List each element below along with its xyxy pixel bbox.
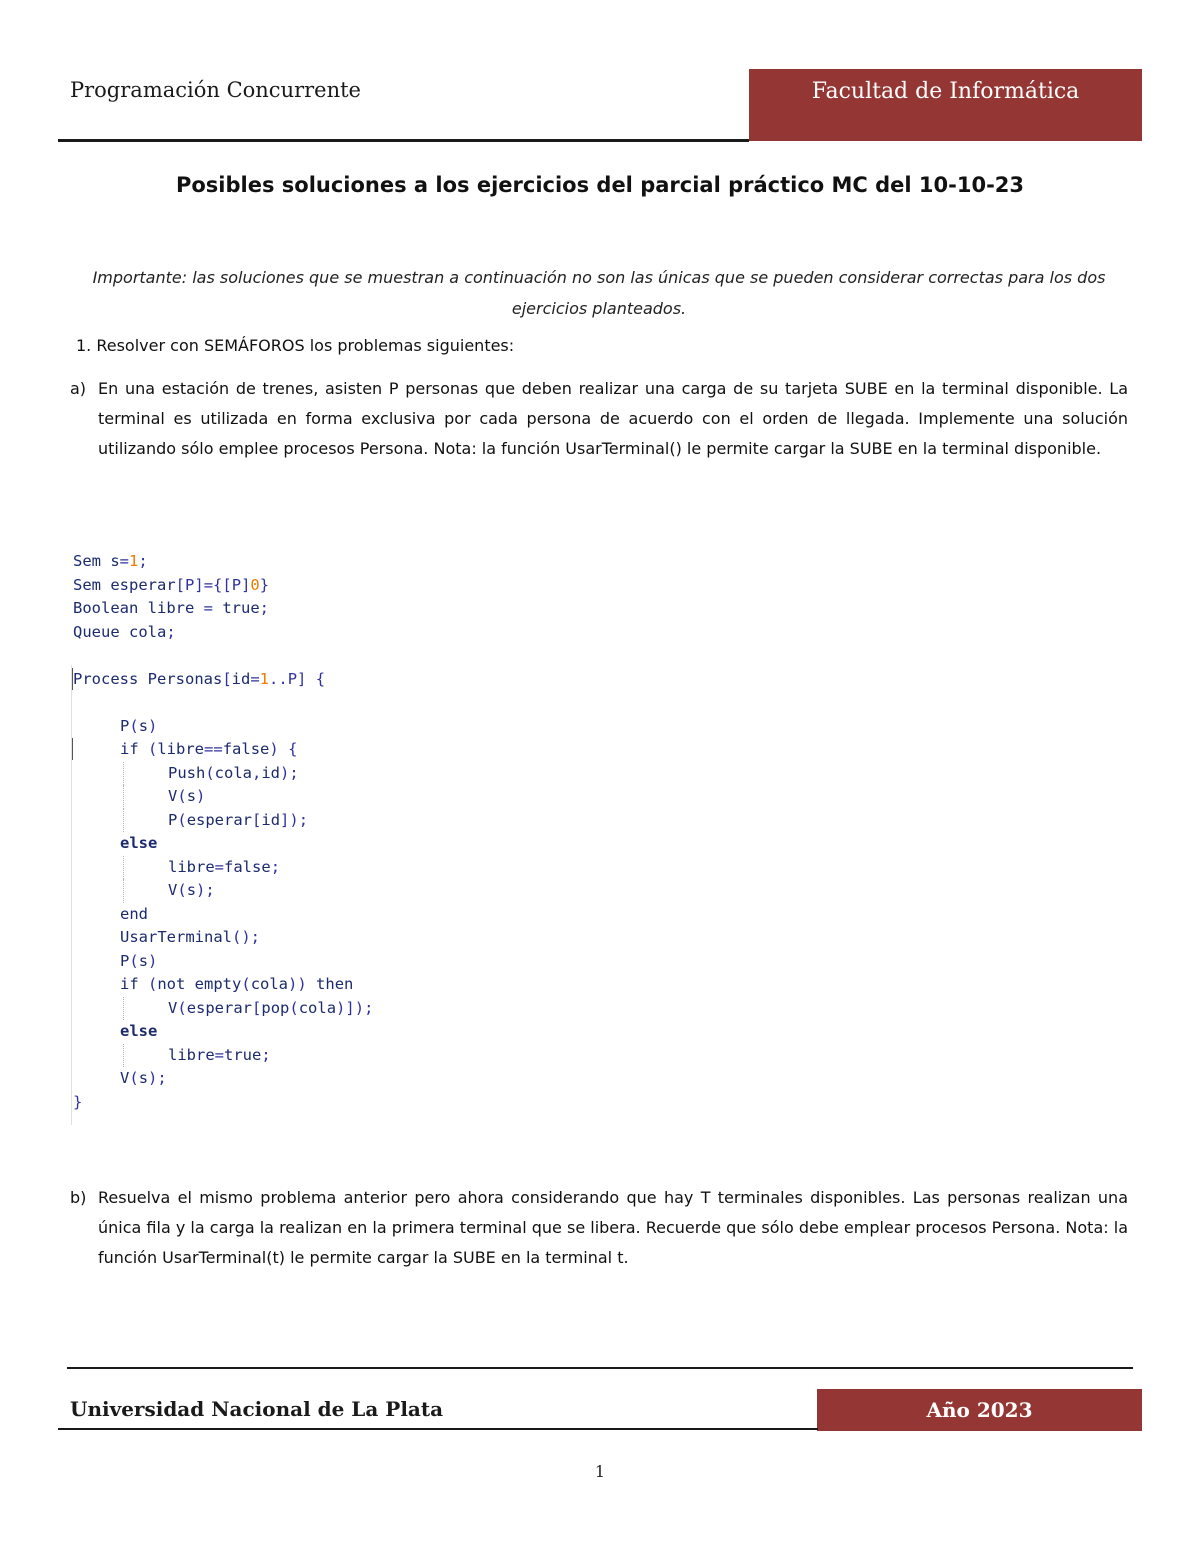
- code-text: P(s): [120, 951, 158, 970]
- code-text: Sem s=1;: [73, 552, 148, 570]
- code-line: [73, 1091, 573, 1115]
- university-name: Universidad Nacional de La Plata: [70, 1397, 444, 1421]
- exercise-a: [70, 374, 1128, 464]
- code-line: [73, 762, 573, 786]
- exercise-b-label: b): [70, 1188, 87, 1207]
- footer-divider: [67, 1367, 1133, 1369]
- course-name: Programación Concurrente: [70, 78, 361, 102]
- code-text: else: [120, 834, 158, 852]
- header-divider: [58, 139, 749, 142]
- year-banner: [817, 1389, 1142, 1431]
- code-blank-line: [73, 644, 573, 668]
- code-text: P(esperar[id]);: [168, 810, 309, 829]
- code-line: [73, 973, 573, 997]
- code-text: libre=true;: [168, 1045, 271, 1064]
- code-margin-line: [71, 665, 72, 1125]
- code-text: V(s): [168, 787, 206, 805]
- exercise-b-text: Resuelva el mismo problema anterior pero ahora considerando que hay T terminales disponibles. Las personas realizan una única fila y la carga la realizan en la primera terminal que se libera. Recuerde que sólo debe emplear procesos Persona. Nota: la función UsarTerminal(t) le permite cargar la SUBE en la terminal t.: [98, 1188, 1128, 1267]
- code-line: [73, 832, 573, 856]
- code-line: [73, 997, 573, 1021]
- important-note: Importante: las soluciones que se muestran a continuación no son las únicas que se pueden considerar correctas para los dos ejercicios planteados.: [92, 268, 1106, 318]
- code-line: [73, 668, 573, 692]
- code-line: [73, 809, 573, 833]
- code-line: [73, 1067, 573, 1091]
- code-line: [73, 597, 573, 621]
- page-number: 1: [594, 1462, 606, 1481]
- code-line: [73, 715, 573, 739]
- code-text: V(s);: [168, 881, 215, 899]
- document-title: Posibles soluciones a los ejercicios del parcial práctico MC del 10-10-23: [175, 173, 1025, 197]
- footer-underline: [58, 1428, 818, 1430]
- code-line: [73, 903, 573, 927]
- exercise-a-label: a): [70, 379, 87, 398]
- code-blank-line: [73, 691, 573, 715]
- code-text: Queue cola;: [73, 622, 176, 641]
- code-text: if (not empty(cola)) then: [120, 975, 354, 993]
- code-text: Push(cola,id);: [168, 763, 299, 782]
- code-line: [73, 621, 573, 645]
- code-text: else: [120, 1022, 158, 1040]
- code-line: [73, 950, 573, 974]
- code-text: V(s);: [120, 1069, 167, 1087]
- code-text: }: [73, 1092, 83, 1111]
- code-line: [73, 1020, 573, 1044]
- code-line: [73, 550, 573, 574]
- exercise-a-text: En una estación de trenes, asisten P personas que deben realizar una carga de su tarjeta SUBE en la terminal disponible. La terminal es utilizada en forma exclusiva por cada persona de acuerdo con el orden de llegada. Implemente una solución utilizando sólo emplee procesos Persona. Nota: la función UsarTerminal() le permite cargar la SUBE en la terminal disponible.: [98, 379, 1128, 458]
- code-text: P(s): [120, 716, 158, 735]
- code-block: [73, 550, 573, 1114]
- code-text: end: [120, 904, 148, 923]
- code-text: Boolean libre = true;: [73, 599, 270, 617]
- code-line: [73, 926, 573, 950]
- code-text: Sem esperar[P]={[P]0}: [73, 575, 270, 594]
- code-line: [73, 856, 573, 880]
- code-text: Process Personas[id=1..P] {: [73, 669, 326, 688]
- faculty-banner: [749, 69, 1142, 141]
- faculty-name: Facultad de Informática: [811, 79, 1080, 104]
- code-text: libre=false;: [168, 857, 281, 876]
- code-line: [73, 879, 573, 903]
- code-line: [73, 738, 573, 762]
- code-text: V(esperar[pop(cola)]);: [168, 998, 374, 1017]
- question-heading: 1. Resolver con SEMÁFOROS los problemas siguientes:: [76, 336, 515, 355]
- code-line: [73, 785, 573, 809]
- exercise-b: [70, 1183, 1128, 1273]
- code-text: UsarTerminal();: [120, 928, 261, 946]
- year-label: Año 2023: [926, 1398, 1033, 1422]
- code-line: [73, 1044, 573, 1068]
- code-text: if (libre==false) {: [120, 740, 298, 758]
- code-line: [73, 574, 573, 598]
